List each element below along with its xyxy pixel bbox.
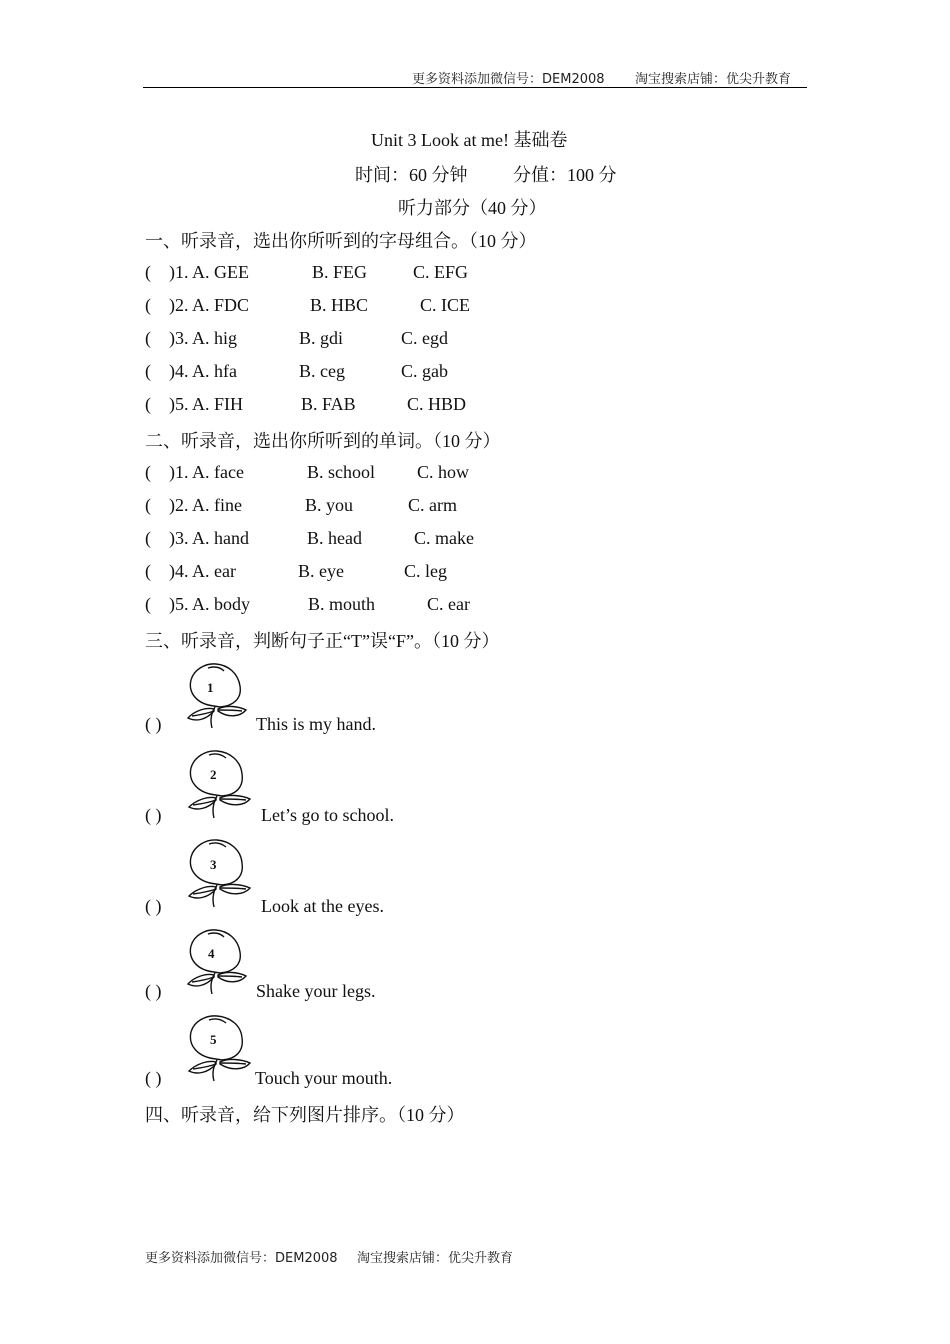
peach-icon [184, 838, 254, 910]
option-a: )4. A. ear [169, 561, 236, 581]
tf-answer-bracket[interactable]: ( ) [145, 896, 162, 916]
option-a: )1. A. GEE [169, 262, 249, 282]
option-c: C. how [417, 462, 470, 482]
option-a: )5. A. FIH [169, 394, 244, 414]
option-a: )5. A. body [169, 594, 250, 614]
answer-bracket[interactable]: ( [145, 594, 151, 614]
option-c: C. ear [427, 594, 470, 614]
tf-sentence: Let’s go to school. [261, 805, 394, 825]
option-c: C. arm [408, 495, 457, 515]
option-c: C. leg [404, 561, 447, 581]
option-c: C. make [414, 528, 474, 548]
option-a: )2. A. FDC [169, 295, 250, 315]
peach-icon [184, 928, 250, 998]
option-c: C. gab [401, 361, 448, 381]
answer-bracket[interactable]: ( [145, 328, 151, 348]
option-b: B. head [307, 528, 362, 548]
part-title: 听力部分（40 分） [398, 198, 547, 218]
header-rule [143, 87, 807, 88]
option-b: B. mouth [308, 594, 376, 614]
tf-sentence: Touch your mouth. [255, 1068, 393, 1088]
tf-sentence: Look at the eyes. [261, 896, 384, 916]
option-b: B. you [305, 495, 354, 515]
peach-number: 3 [210, 857, 217, 872]
peach-icon [184, 749, 254, 821]
header-taobao: 淘宝搜索店铺：优尖升教育 [635, 72, 792, 87]
header-wechat: 更多资料添加微信号：DEM2008 [412, 72, 605, 87]
option-b: B. HBC [310, 295, 369, 315]
answer-bracket[interactable]: ( [145, 361, 151, 381]
option-b: B. school [307, 462, 376, 482]
option-b: B. FEG [312, 262, 368, 282]
option-c: C. egd [401, 328, 448, 348]
exam-time: 时间：60 分钟 [355, 165, 468, 185]
answer-bracket[interactable]: ( [145, 495, 151, 515]
peach-number: 4 [208, 946, 215, 961]
option-b: B. ceg [299, 361, 345, 381]
option-a: )2. A. fine [169, 495, 242, 515]
answer-bracket[interactable]: ( [145, 462, 151, 482]
tf-answer-bracket[interactable]: ( ) [145, 981, 162, 1001]
peach-number: 2 [210, 767, 217, 782]
answer-bracket[interactable]: ( [145, 528, 151, 548]
footer-wechat: 更多资料添加微信号：DEM2008 [145, 1251, 338, 1266]
tf-sentence: Shake your legs. [256, 981, 376, 1001]
section1-heading: 一、听录音，选出你所听到的字母组合。（10 分） [145, 231, 537, 251]
answer-bracket[interactable]: ( [145, 262, 151, 282]
tf-sentence: This is my hand. [256, 714, 376, 734]
answer-bracket[interactable]: ( [145, 561, 151, 581]
peach-number: 1 [207, 680, 214, 695]
answer-bracket[interactable]: ( [145, 394, 151, 414]
option-b: B. FAB [301, 394, 356, 414]
footer-taobao: 淘宝搜索店铺：优尖升教育 [357, 1251, 514, 1266]
tf-answer-bracket[interactable]: ( ) [145, 714, 162, 734]
exam-score: 分值：100 分 [513, 165, 617, 185]
option-a: )3. A. hig [169, 328, 238, 348]
peach-icon [184, 1014, 254, 1084]
peach-icon [184, 662, 250, 732]
tf-answer-bracket[interactable]: ( ) [145, 1068, 162, 1088]
page-title: Unit 3 Look at me! 基础卷 [371, 130, 568, 150]
option-a: )1. A. face [169, 462, 244, 482]
section3-heading: 三、听录音，判断句子正“T”误“F”。（10 分） [145, 631, 500, 651]
option-c: C. ICE [420, 295, 471, 315]
answer-bracket[interactable]: ( [145, 295, 151, 315]
option-b: B. gdi [299, 328, 344, 348]
option-c: C. HBD [407, 394, 467, 414]
option-a: )3. A. hand [169, 528, 249, 548]
option-b: B. eye [298, 561, 344, 581]
option-a: )4. A. hfa [169, 361, 237, 381]
peach-number: 5 [210, 1032, 217, 1047]
option-c: C. EFG [413, 262, 469, 282]
tf-answer-bracket[interactable]: ( ) [145, 805, 162, 825]
section2-heading: 二、听录音，选出你所听到的单词。（10 分） [145, 431, 501, 451]
section4-heading: 四、听录音，给下列图片排序。（10 分） [145, 1105, 465, 1125]
